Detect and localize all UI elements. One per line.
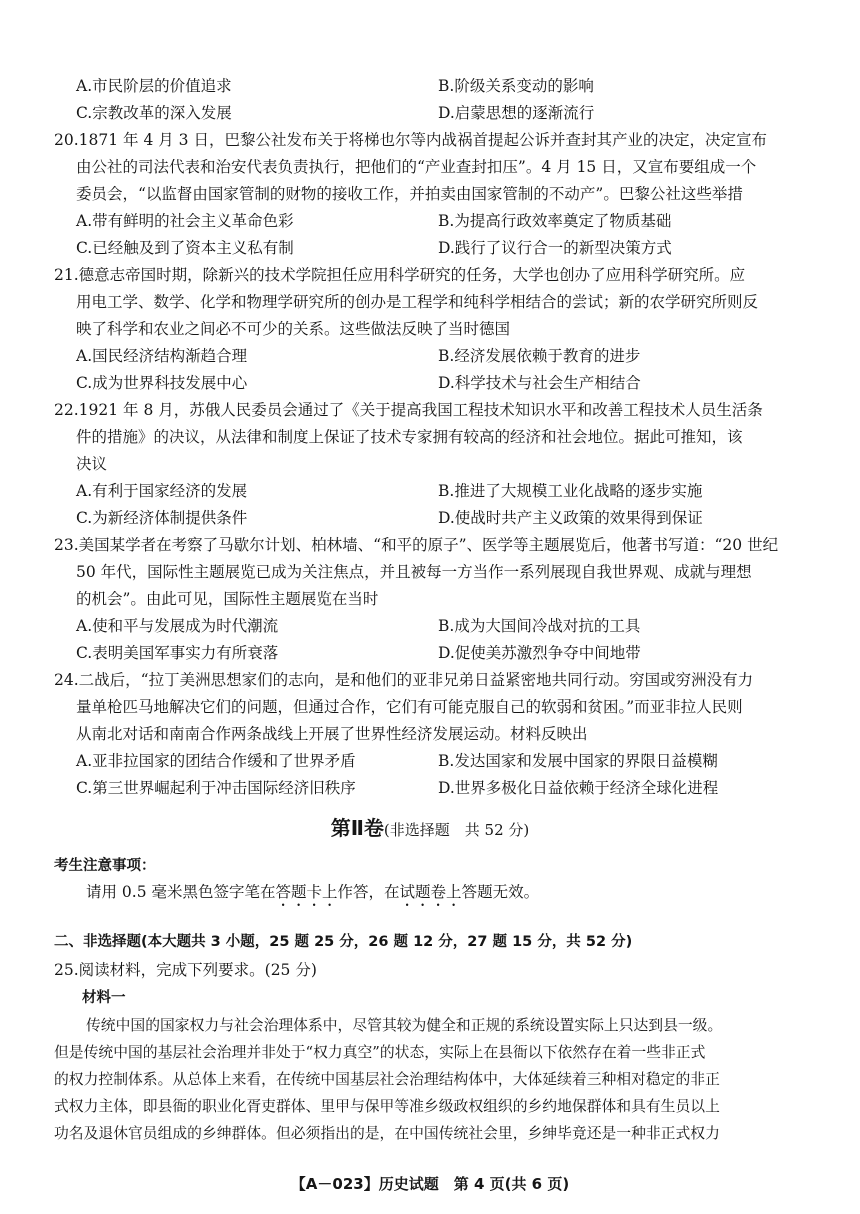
- q24-option-a: A.亚非拉国家的团结合作缓和了世界矛盾: [76, 752, 356, 770]
- q20-option-b: B.为提高行政效率奠定了物质基础: [438, 212, 672, 230]
- q22-stem-line2: 件的措施》的决议，从法律和制度上保证了技术专家拥有较高的经济和社会地位。据此可推知，该: [76, 428, 743, 446]
- q25-material-line1: 传统中国的国家权力与社会治理体系中，尽管其较为健全和正规的系统设置实际上只达到县一级。: [86, 1017, 723, 1034]
- q25-material-line5: 功名及退休官员组成的乡绅群体。但必须指出的是，在中国传统社会里，乡绅毕竟还是一种非正式权力: [54, 1125, 720, 1142]
- q25-material-line4: 式权力主体，即县衙的职业化胥吏群体、里甲与保甲等准乡级政权组织的乡约地保群体和具有生员以上: [54, 1098, 720, 1115]
- q21-stem-line3: 映了科学和农业之间必不可少的关系。这些做法反映了当时德国: [76, 320, 511, 338]
- q21-option-c: C.成为世界科技发展中心: [76, 374, 248, 392]
- notice-text-post: 答题无效。: [461, 883, 540, 901]
- q21-option-b: B.经济发展依赖于教育的进步: [438, 347, 641, 365]
- q23-stem-line2: 50 年代，国际性主题展览已成为关注焦点，并且被每一方当作一系列展现自我世界观、成就与理想: [76, 563, 752, 581]
- q20-stem-line1: 20.1871 年 4 月 3 日，巴黎公社发布关于将梯也尔等内战祸首提起公诉并查封其产业的决定，决定宣布: [54, 131, 767, 149]
- q20-option-c: C.已经触及到了资本主义私有制: [76, 239, 294, 257]
- q20-option-d: D.践行了议行合一的新型决策方式: [438, 239, 672, 257]
- section2-title: [0, 812, 860, 841]
- q25-material-line2: 但是传统中国的基层社会治理并非处于“权力真空”的状态，实际上在县衙以下依然存在着一些非正式: [54, 1044, 706, 1061]
- q24-option-b: B.发达国家和发展中国家的界限日益模糊: [438, 752, 718, 770]
- q19-option-d: D.启蒙思想的逐渐流行: [438, 104, 595, 122]
- notice-heading: 考生注意事项：: [54, 858, 156, 874]
- q20-option-a: A.带有鲜明的社会主义革命色彩: [76, 212, 294, 230]
- q19-option-c: C.宗教改革的深入发展: [76, 104, 232, 122]
- q22-option-d: D.使战时共产主义政策的效果得到保证: [438, 509, 703, 527]
- q22-option-a: A.有利于国家经济的发展: [76, 482, 248, 500]
- q22-option-b: B.推进了大规模工业化战略的逐步实施: [438, 482, 703, 500]
- q20-stem-line3: 委员会，“以监督由国家管制的财物的接收工作，并拍卖由国家管制的不动产”。巴黎公社这些举措: [76, 185, 743, 203]
- q21-stem-line2: 用电工学、数学、化学和物理学研究所的创办是工程学和纯科学相结合的尝试；新的农学研究所则反: [76, 293, 759, 311]
- q24-option-c: C.第三世界崛起利于冲击国际经济旧秩序: [76, 779, 356, 797]
- part2-heading: 二、非选择题(本大题共 3 小题，25 题 25 分，26 题 12 分，27 题 15 分，共 52 分): [54, 934, 633, 950]
- q23-option-c: C.表明美国军事实力有所衰落: [76, 644, 279, 662]
- q23-option-a: A.使和平与发展成为时代潮流: [76, 617, 279, 635]
- section2-title-sub: (非选择题 共 52 分): [383, 821, 530, 839]
- notice-emphasis-test-paper: 试题卷上: [399, 883, 462, 901]
- q23-stem-line1: 23.美国某学者在考察了马歇尔计划、柏林墙、“和平的原子”、医学等主题展览后，他著书写道：“20 世纪: [54, 536, 779, 554]
- section2-title-main: 第Ⅱ卷: [330, 816, 384, 840]
- q22-option-c: C.为新经济体制提供条件: [76, 509, 248, 527]
- q25-material-line3: 的权力控制体系。从总体上来看，在传统中国基层社会治理结构体中，大体延续着三种相对稳定的非正: [54, 1071, 720, 1088]
- q21-option-d: D.科学技术与社会生产相结合: [438, 374, 641, 392]
- q24-stem-line3: 从南北对话和南南合作两条战线上开展了世界性经济发展运动。材料反映出: [76, 725, 588, 743]
- notice-emphasis-answer-card: 答题卡上: [275, 883, 338, 901]
- notice-text-mid: 作答，在: [337, 883, 400, 901]
- q22-stem-line3: 决议: [76, 455, 108, 473]
- q19-option-a: A.市民阶层的价值追求: [76, 77, 232, 95]
- q23-option-b: B.成为大国间冷战对抗的工具: [438, 617, 641, 635]
- q24-stem-line2: 量单枪匹马地解决它们的问题，但通过合作，它们有可能克服自己的软弱和贫困。”而亚非拉人民则: [76, 698, 743, 716]
- page-footer: 【A－023】历史试题 第 4 页(共 6 页): [290, 1175, 570, 1193]
- q21-option-a: A.国民经济结构渐趋合理: [76, 347, 248, 365]
- q19-option-b: B.阶级关系变动的影响: [438, 77, 594, 95]
- q24-option-d: D.世界多极化日益依赖于经济全球化进程: [438, 779, 719, 797]
- q25-stem: 25.阅读材料，完成下列要求。(25 分): [54, 961, 317, 979]
- q22-stem-line1: 22.1921 年 8 月，苏俄人民委员会通过了《关于提高我国工程技术知识水平和改善工程技术人员生活条: [54, 401, 763, 419]
- q21-stem-line1: 21.德意志帝国时期，除新兴的技术学院担任应用科学研究的任务，大学也创办了应用科学研究所。应: [54, 266, 746, 284]
- q23-option-d: D.促使美苏激烈争夺中间地带: [438, 644, 641, 662]
- notice-text: [86, 882, 539, 910]
- q20-stem-line2: 由公社的司法代表和治安代表负责执行，把他们的“产业查封扣压”。4 月 15 日，又宣布要组成一个: [76, 158, 757, 176]
- q25-material-label: 材料一: [82, 990, 126, 1006]
- notice-text-pre: 请用 0.5 毫米黑色签字笔在: [86, 883, 276, 901]
- q24-stem-line1: 24.二战后，“拉丁美洲思想家们的志向，是和他们的亚非兄弟日益紧密地共同行动。穷国或穷洲没有力: [54, 671, 754, 689]
- q23-stem-line3: 的机会”。由此可见，国际性主题展览在当时: [76, 590, 379, 608]
